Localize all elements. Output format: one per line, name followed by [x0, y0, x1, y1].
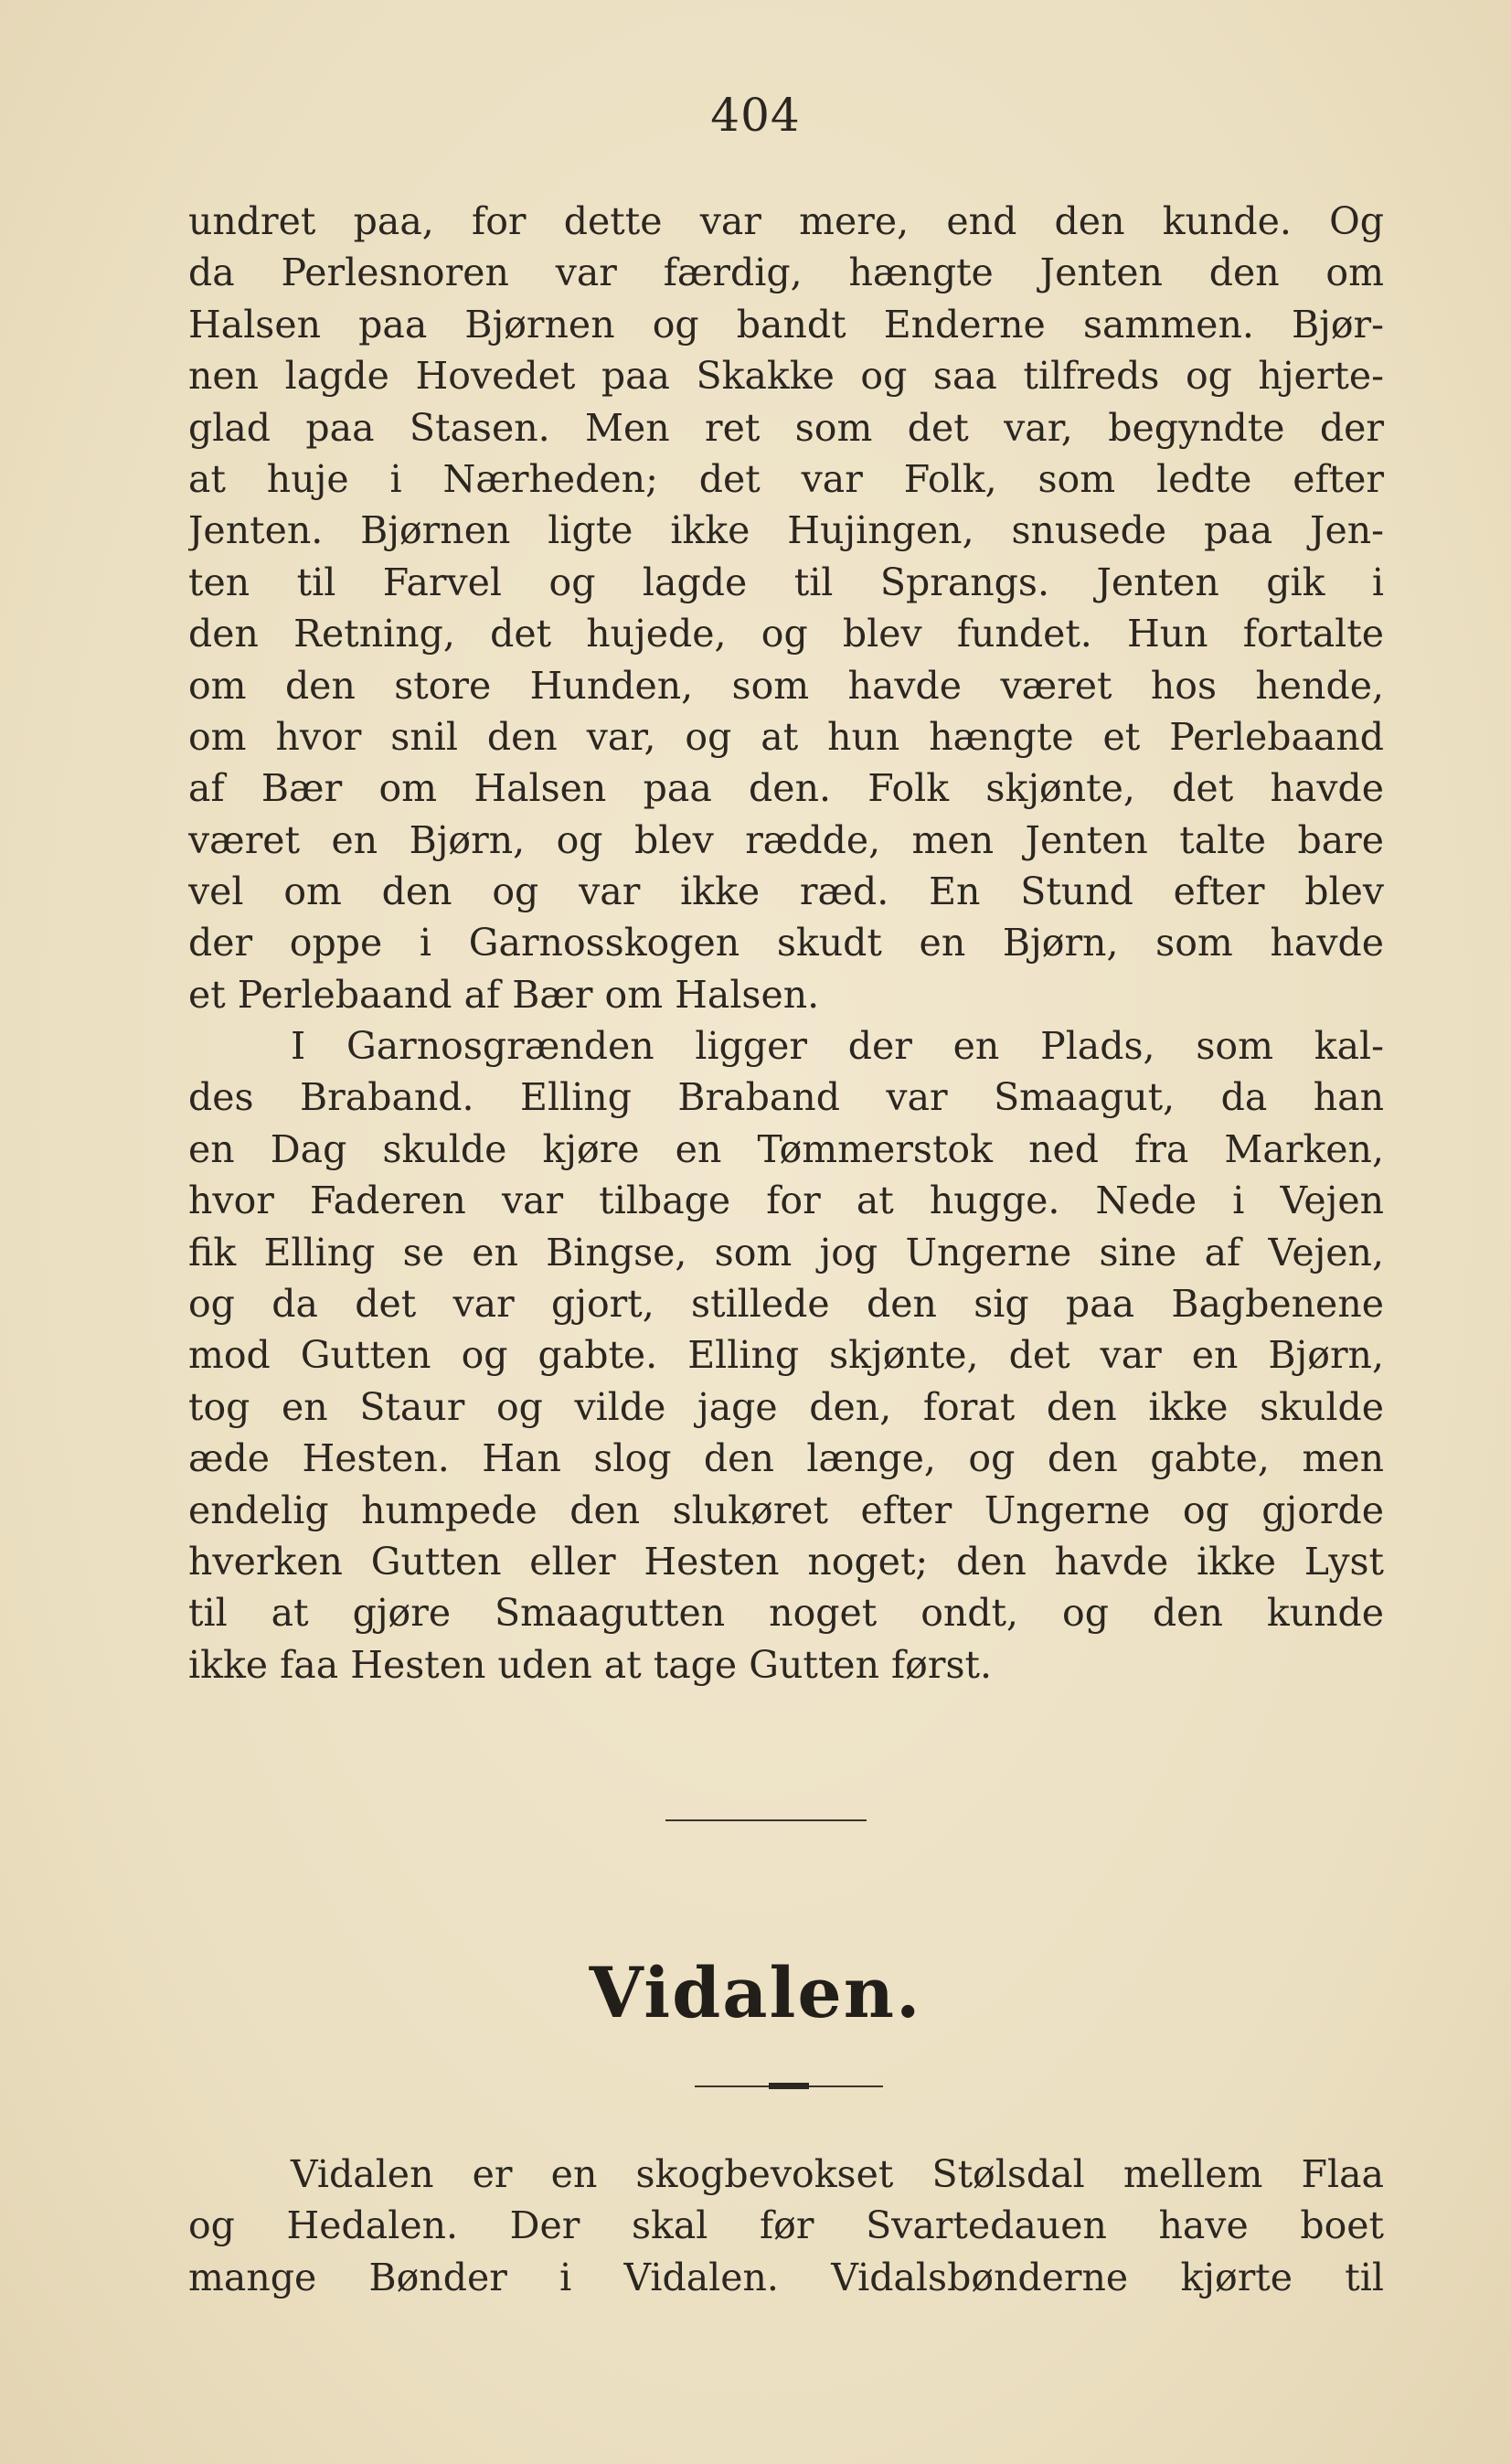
text-line: vel om den og var ikke ræd. En Stund efter blev: [188, 869, 1384, 914]
text-line: og da det var gjort, stillede den sig paa Bagbenene: [188, 1281, 1384, 1326]
text-line: nen lagde Hovedet paa Skakke og saa tilfreds og hjerte-: [188, 354, 1384, 399]
section-title: Vidalen.: [589, 1952, 922, 2033]
text-line: Halsen paa Bjørnen og bandt Enderne sammen. Bjør-: [188, 302, 1384, 347]
text-line: I Garnosgrænden ligger der en Plads, som kal-: [291, 1024, 1384, 1068]
text-line: af Bær om Halsen paa den. Folk skjønte, det havde: [188, 766, 1384, 811]
section-divider: [665, 1819, 867, 1821]
text-line: ten til Farvel og lagde til Sprangs. Jenten gik i: [188, 560, 1384, 604]
page-number: 404: [710, 89, 801, 142]
text-line: ikke faa Hesten uden at tage Gutten først.: [188, 1642, 993, 1687]
text-line: des Braband. Elling Braband var Smaagut, da han: [188, 1075, 1384, 1120]
ornament-bar: [769, 2083, 809, 2089]
text-line: mod Gutten og gabte. Elling skjønte, det var en Bjørn,: [188, 1333, 1384, 1378]
text-line: hverken Gutten eller Hesten noget; den havde ikke Lyst: [188, 1539, 1384, 1584]
text-line: den Retning, det hujede, og blev fundet. Hun fortalte: [188, 612, 1384, 656]
text-line: om den store Hunden, som havde været hos hende,: [188, 663, 1384, 708]
text-line: Vidalen er en skogbevokset Stølsdal mellem Flaa: [291, 2152, 1384, 2196]
text-line: mange Bønder i Vidalen. Vidalsbønderne kjørte til: [188, 2255, 1384, 2299]
text-line: æde Hesten. Han slog den længe, og den gabte, men: [188, 1436, 1384, 1481]
text-line: endelig humpede den slukøret efter Ungerne og gjorde: [188, 1488, 1384, 1532]
text-line: til at gjøre Smaagutten noget ondt, og den kunde: [188, 1591, 1384, 1636]
title-ornament: [695, 2083, 883, 2090]
paragraph-vidalen: [188, 2149, 1384, 2303]
text-line: glad paa Stasen. Men ret som det var, begyndte der: [188, 405, 1384, 450]
paragraph-bear-necklace: [188, 196, 1384, 1020]
text-line: at huje i Nærheden; det var Folk, som ledte efter: [188, 456, 1384, 501]
text-line: der oppe i Garnosskogen skudt en Bjørn, som havde: [188, 921, 1384, 965]
text-line: fik Elling se en Bingse, som jog Ungerne sine af Vejen,: [188, 1230, 1384, 1275]
text-line: hvor Faderen var tilbage for at hugge. Nede i Vejen: [188, 1179, 1384, 1223]
text-line: et Perlebaand af Bær om Halsen.: [188, 972, 820, 1017]
text-line: været en Bjørn, og blev rædde, men Jenten talte bare: [188, 817, 1384, 862]
text-line: tog en Staur og vilde jage den, forat den ikke skulde: [188, 1384, 1384, 1429]
text-line: om hvor snil den var, og at hun hængte et Perlebaand: [188, 714, 1384, 759]
text-line: da Perlesnoren var færdig, hængte Jenten den om: [188, 251, 1384, 295]
text-line: en Dag skulde kjøre en Tømmerstok ned fra Marken,: [188, 1126, 1384, 1171]
paragraph-braband: [188, 1020, 1384, 1691]
text-line: Jenten. Bjørnen ligte ikke Hujingen, snusede paa Jen-: [188, 508, 1384, 553]
text-line: undret paa, for dette var mere, end den kunde. Og: [188, 199, 1384, 243]
text-line: og Hedalen. Der skal før Svartedauen have boet: [188, 2203, 1384, 2248]
